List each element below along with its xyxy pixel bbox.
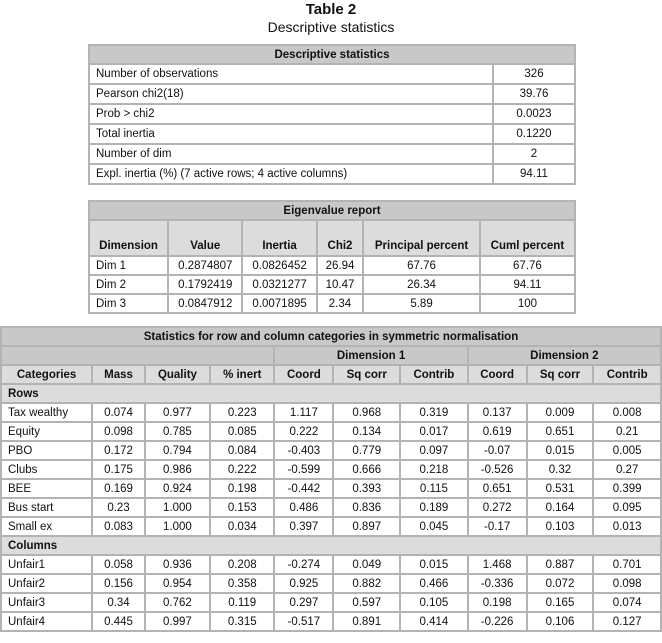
- cell-value: 0.084: [211, 442, 275, 461]
- cell-value: 0.058: [93, 556, 146, 575]
- cell-value: 0.397: [275, 518, 334, 537]
- cell-value: 0.222: [275, 423, 334, 442]
- column-header: Mass: [93, 366, 146, 385]
- cell-value: 0.531: [528, 480, 595, 499]
- table-row: [90, 65, 576, 85]
- column-header: Sq corr: [528, 366, 595, 385]
- cell-value: 0.272: [469, 499, 528, 518]
- cell-value: 0.315: [211, 613, 275, 632]
- column-header: Principal percent: [364, 221, 481, 257]
- cell-value: 0.015: [401, 556, 469, 575]
- cell-value: 0.009: [528, 404, 595, 423]
- cell-value: 0.115: [401, 480, 469, 499]
- descriptive-statistics-table: [88, 44, 576, 185]
- descriptive-header: Descriptive statistics: [90, 46, 576, 65]
- cell-value: 0.297: [275, 594, 334, 613]
- cell-value: 0.651: [528, 423, 595, 442]
- stat-label: Expl. inertia (%) (7 active rows; 4 active columns): [90, 165, 494, 185]
- cell-value: 0.619: [469, 423, 528, 442]
- cell-value: -0.599: [275, 461, 334, 480]
- cell-value: 1.000: [146, 499, 211, 518]
- stats-blank-group: [2, 347, 275, 366]
- cell-value: 0.445: [93, 613, 146, 632]
- cell-value: 5.89: [364, 295, 481, 314]
- cell-value: 0.651: [469, 480, 528, 499]
- cell-value: 0.137: [469, 404, 528, 423]
- cell-value: 0.119: [211, 594, 275, 613]
- stat-value: 94.11: [494, 165, 576, 185]
- column-header: Dimension: [90, 221, 169, 257]
- category-label: Clubs: [2, 461, 93, 480]
- cell-value: 67.76: [364, 257, 481, 276]
- category-label: PBO: [2, 442, 93, 461]
- column-header: % inert: [211, 366, 275, 385]
- cell-value: 26.34: [364, 276, 481, 295]
- cell-value: -0.226: [469, 613, 528, 632]
- table-row: [2, 404, 662, 423]
- cell-value: 0.794: [146, 442, 211, 461]
- table-row: [2, 423, 662, 442]
- stat-value: 0.0023: [494, 105, 576, 125]
- table-row: [90, 125, 576, 145]
- category-label: Equity: [2, 423, 93, 442]
- column-header: Contrib: [401, 366, 469, 385]
- cell-value: 0.897: [334, 518, 401, 537]
- category-label: Tax wealthy: [2, 404, 93, 423]
- table-row: [2, 575, 662, 594]
- dimension-1-header: Dimension 1: [275, 347, 468, 366]
- cell-value: 0.977: [146, 404, 211, 423]
- table-row: [2, 594, 662, 613]
- cell-value: 0.701: [594, 556, 662, 575]
- dimension-label: Dim 3: [90, 295, 169, 314]
- cell-value: 0.597: [334, 594, 401, 613]
- column-header: Categories: [2, 366, 93, 385]
- stat-label: Number of dim: [90, 145, 494, 165]
- cell-value: 0.095: [594, 499, 662, 518]
- stat-value: 2: [494, 145, 576, 165]
- cell-value: 0.153: [211, 499, 275, 518]
- table-row: [90, 257, 576, 276]
- table-row: [2, 556, 662, 575]
- cell-value: 0.005: [594, 442, 662, 461]
- cell-value: 26.94: [318, 257, 364, 276]
- cell-value: 0.358: [211, 575, 275, 594]
- cell-value: 0.098: [594, 575, 662, 594]
- cell-value: 0.779: [334, 442, 401, 461]
- cell-value: -0.07: [469, 442, 528, 461]
- table-row: [2, 499, 662, 518]
- cell-value: 0.156: [93, 575, 146, 594]
- cell-value: 0.175: [93, 461, 146, 480]
- category-label: Unfair1: [2, 556, 93, 575]
- cell-value: -0.17: [469, 518, 528, 537]
- cell-value: 10.47: [318, 276, 364, 295]
- cell-value: 0.072: [528, 575, 595, 594]
- cell-value: 0.0321277: [243, 276, 317, 295]
- cell-value: 0.21: [594, 423, 662, 442]
- cell-value: 0.049: [334, 556, 401, 575]
- cell-value: 0.169: [93, 480, 146, 499]
- cell-value: 0.013: [594, 518, 662, 537]
- stat-label: Total inertia: [90, 125, 494, 145]
- cell-value: 0.0071895: [243, 295, 317, 314]
- dimension-label: Dim 1: [90, 257, 169, 276]
- stats-header: Statistics for row and column categories in symmetric normalisation: [2, 328, 662, 347]
- stat-label: Prob > chi2: [90, 105, 494, 125]
- eigenvalue-header: Eigenvalue report: [90, 202, 576, 221]
- column-header: Cuml percent: [481, 221, 576, 257]
- section-label: Columns: [2, 537, 662, 556]
- cell-value: 0.223: [211, 404, 275, 423]
- cell-value: 100: [481, 295, 576, 314]
- cell-value: 0.954: [146, 575, 211, 594]
- cell-value: 0.198: [211, 480, 275, 499]
- cell-value: -0.274: [275, 556, 334, 575]
- cell-value: 0.924: [146, 480, 211, 499]
- table-row: [90, 85, 576, 105]
- cell-value: 0.008: [594, 404, 662, 423]
- cell-value: 0.074: [594, 594, 662, 613]
- cell-value: -0.517: [275, 613, 334, 632]
- cell-value: 0.891: [334, 613, 401, 632]
- cell-value: 0.319: [401, 404, 469, 423]
- stat-label: Number of observations: [90, 65, 494, 85]
- cell-value: 0.106: [528, 613, 595, 632]
- cell-value: 0.189: [401, 499, 469, 518]
- cell-value: -0.442: [275, 480, 334, 499]
- cell-value: -0.336: [469, 575, 528, 594]
- cell-value: 0.986: [146, 461, 211, 480]
- column-header: Coord: [469, 366, 528, 385]
- category-statistics-table: [0, 326, 662, 632]
- cell-value: 0.165: [528, 594, 595, 613]
- category-label: Unfair2: [2, 575, 93, 594]
- cell-value: 0.925: [275, 575, 334, 594]
- stat-value: 39.76: [494, 85, 576, 105]
- cell-value: 0.997: [146, 613, 211, 632]
- category-label: Small ex: [2, 518, 93, 537]
- cell-value: 0.083: [93, 518, 146, 537]
- cell-value: 0.836: [334, 499, 401, 518]
- cell-value: 0.103: [528, 518, 595, 537]
- cell-value: 0.414: [401, 613, 469, 632]
- cell-value: 94.11: [481, 276, 576, 295]
- table-row: [90, 276, 576, 295]
- cell-value: 1.468: [469, 556, 528, 575]
- cell-value: 0.666: [334, 461, 401, 480]
- cell-value: 0.882: [334, 575, 401, 594]
- cell-value: 0.085: [211, 423, 275, 442]
- cell-value: 0.34: [93, 594, 146, 613]
- cell-value: 0.486: [275, 499, 334, 518]
- cell-value: 0.393: [334, 480, 401, 499]
- table-row: [2, 613, 662, 632]
- cell-value: 0.936: [146, 556, 211, 575]
- column-header: Sq corr: [334, 366, 401, 385]
- table-row: [2, 461, 662, 480]
- cell-value: 2.34: [318, 295, 364, 314]
- cell-value: -0.526: [469, 461, 528, 480]
- column-header: Value: [169, 221, 243, 257]
- cell-value: 0.762: [146, 594, 211, 613]
- table-row: [90, 145, 576, 165]
- cell-value: 0.27: [594, 461, 662, 480]
- cell-value: 0.218: [401, 461, 469, 480]
- column-header: Coord: [275, 366, 334, 385]
- cell-value: 0.164: [528, 499, 595, 518]
- cell-value: 0.968: [334, 404, 401, 423]
- cell-value: 0.015: [528, 442, 595, 461]
- section-row: [2, 385, 662, 404]
- section-row: [2, 537, 662, 556]
- table-row: [90, 105, 576, 125]
- cell-value: 67.76: [481, 257, 576, 276]
- table-subtitle: Descriptive statistics: [267, 19, 395, 35]
- column-header: Contrib: [594, 366, 662, 385]
- cell-value: 0.172: [93, 442, 146, 461]
- cell-value: 0.466: [401, 575, 469, 594]
- cell-value: 1.000: [146, 518, 211, 537]
- cell-value: 0.074: [93, 404, 146, 423]
- cell-value: 0.098: [93, 423, 146, 442]
- cell-value: 0.017: [401, 423, 469, 442]
- cell-value: 0.208: [211, 556, 275, 575]
- cell-value: 0.785: [146, 423, 211, 442]
- cell-value: 0.097: [401, 442, 469, 461]
- table-row: [90, 295, 576, 314]
- stat-label: Pearson chi2(18): [90, 85, 494, 105]
- cell-value: 0.23: [93, 499, 146, 518]
- cell-value: 0.127: [594, 613, 662, 632]
- cell-value: -0.403: [275, 442, 334, 461]
- table-title: Table 2: [305, 1, 357, 18]
- cell-value: 0.105: [401, 594, 469, 613]
- dimension-2-header: Dimension 2: [469, 347, 662, 366]
- stat-value: 0.1220: [494, 125, 576, 145]
- section-label: Rows: [2, 385, 662, 404]
- cell-value: 0.198: [469, 594, 528, 613]
- category-label: Unfair3: [2, 594, 93, 613]
- dimension-label: Dim 2: [90, 276, 169, 295]
- cell-value: 0.045: [401, 518, 469, 537]
- cell-value: 0.32: [528, 461, 595, 480]
- category-label: Bus start: [2, 499, 93, 518]
- cell-value: 0.399: [594, 480, 662, 499]
- category-label: BEE: [2, 480, 93, 499]
- table-row: [90, 165, 576, 185]
- cell-value: 0.134: [334, 423, 401, 442]
- cell-value: 1.117: [275, 404, 334, 423]
- category-label: Unfair4: [2, 613, 93, 632]
- column-header: Inertia: [243, 221, 317, 257]
- cell-value: 0.0826452: [243, 257, 317, 276]
- column-header: Chi2: [318, 221, 364, 257]
- cell-value: 0.1792419: [169, 276, 243, 295]
- cell-value: 0.2874807: [169, 257, 243, 276]
- column-header: Quality: [146, 366, 211, 385]
- cell-value: 0.0847912: [169, 295, 243, 314]
- stat-value: 326: [494, 65, 576, 85]
- table-row: [2, 518, 662, 537]
- table-row: [2, 480, 662, 499]
- cell-value: 0.034: [211, 518, 275, 537]
- table-row: [2, 442, 662, 461]
- cell-value: 0.887: [528, 556, 595, 575]
- cell-value: 0.222: [211, 461, 275, 480]
- eigenvalue-report-table: [88, 200, 576, 314]
